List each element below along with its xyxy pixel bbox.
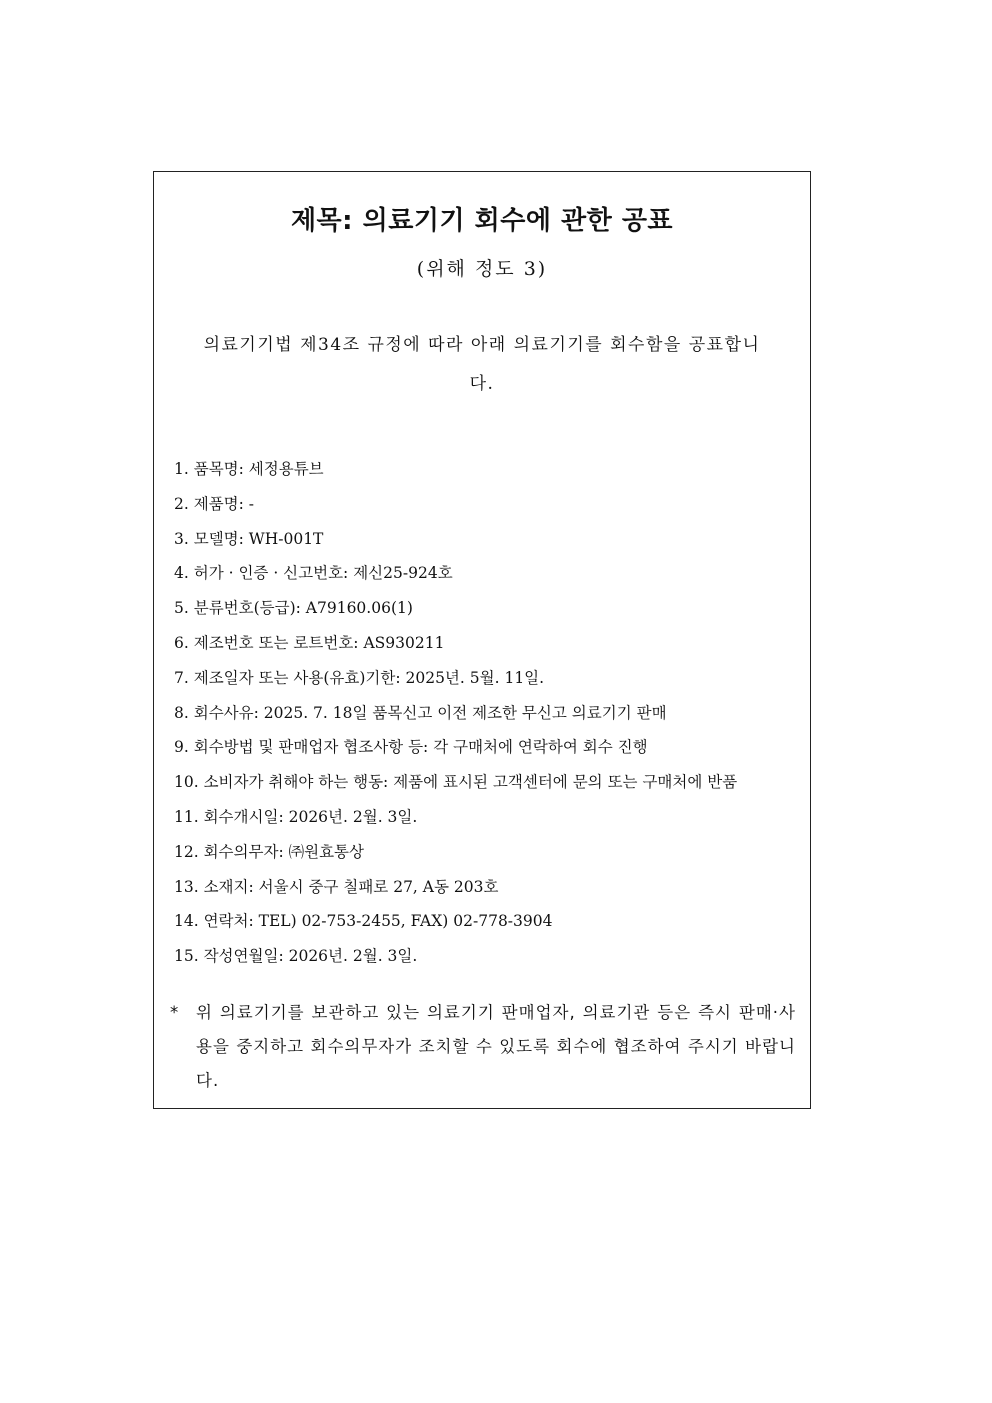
list-item: 12. 회수의무자: ㈜원효통상 bbox=[174, 842, 364, 861]
list-item: 2. 제품명: - bbox=[174, 494, 255, 513]
list-item: 8. 회수사유: 2025. 7. 18일 품목신고 이전 제조한 무신고 의료기기 판매 bbox=[174, 703, 667, 722]
hazard-level: (위해 정도 3) bbox=[416, 258, 548, 280]
item-list bbox=[174, 452, 808, 974]
closing-notice bbox=[170, 996, 796, 1098]
asterisk-mark: * bbox=[170, 1003, 179, 1022]
list-item: 14. 연락처: TEL) 02-753-2455, FAX) 02-778-3904 bbox=[174, 912, 553, 931]
list-item: 6. 제조번호 또는 로트번호: AS930211 bbox=[174, 633, 445, 652]
list-item: 1. 품목명: 세정용튜브 bbox=[174, 460, 324, 478]
closing-notice-text: 위 의료기기를 보관하고 있는 의료기기 판매업자, 의료기관 등은 즉시 판매·사용을 중지하고 회수의무자가 조치할 수 있도록 회수에 협조하여 주시기 바랍니다. bbox=[196, 1003, 796, 1090]
list-item: 3. 모델명: WH-001T bbox=[174, 529, 324, 548]
list-item: 11. 회수개시일: 2026년. 2월. 3일. bbox=[174, 807, 418, 826]
list-item: 4. 허가 · 인증 · 신고번호: 제신25-924호 bbox=[174, 564, 453, 583]
list-item: 7. 제조일자 또는 사용(유효)기한: 2025년. 5월. 11일. bbox=[174, 668, 545, 687]
list-item: 9. 회수방법 및 판매업자 협조사항 등: 각 구매처에 연락하여 회수 진행 bbox=[174, 738, 648, 757]
page-title: 제목: 의료기기 회수에 관한 공표 bbox=[290, 206, 674, 236]
list-item: 15. 작성연월일: 2026년. 2월. 3일. bbox=[174, 947, 418, 966]
list-item: 13. 소재지: 서울시 중구 칠패로 27, A동 203호 bbox=[174, 877, 499, 896]
list-item: 5. 분류번호(등급): A79160.06(1) bbox=[174, 599, 413, 618]
intro-text: 의료기기법 제34조 규정에 따라 아래 의료기기를 회수함을 공표합니다. bbox=[203, 335, 761, 394]
list-item: 10. 소비자가 취해야 하는 행동: 제품에 표시된 고객센터에 문의 또는 구매처에 반품 bbox=[174, 773, 738, 792]
notice-frame bbox=[153, 171, 811, 1109]
